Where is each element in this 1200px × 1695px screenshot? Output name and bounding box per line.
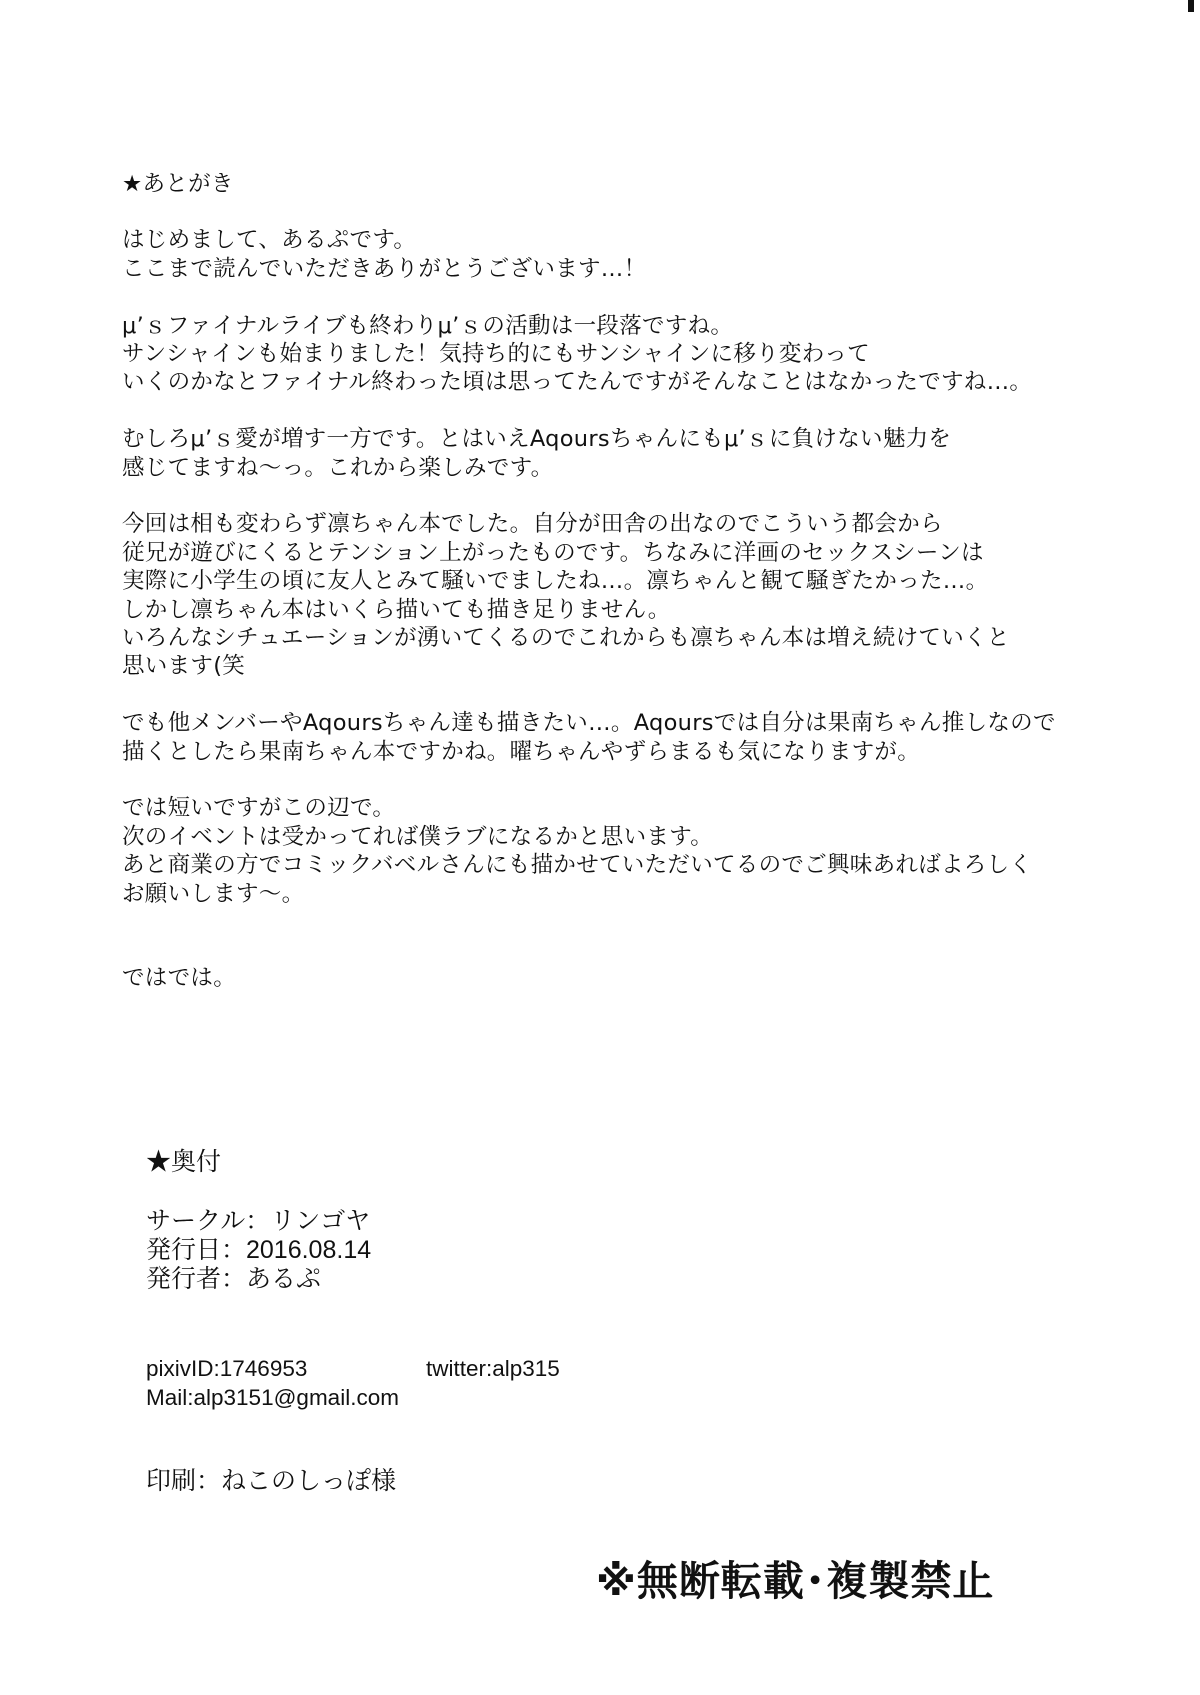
afterword-paragraph xyxy=(122,794,1082,908)
text-line: 思います(笑 xyxy=(122,653,246,680)
text-line: ここまで読んでいただきありがとうございます…！ xyxy=(122,255,647,282)
afterword-closing: ではでは。 xyxy=(122,965,237,992)
text-line: 感じてますね〜っ。これから楽しみです。 xyxy=(122,454,554,481)
copyright-notice: ※無断転載･複製禁止 xyxy=(596,1557,995,1605)
text-line: しかし凛ちゃん本はいくら描いても描き足りません。 xyxy=(122,596,671,623)
text-line: 今回は相も変わらず凛ちゃん本でした。自分が田舎の出なのでこういう都会から xyxy=(122,511,943,538)
printer-credit: 印刷：ねこのしっぽ様 xyxy=(146,1467,397,1495)
text-line: サンシャインも始まりました！気持ち的にもサンシャインに移り変わって xyxy=(122,341,870,368)
text-line: いろんなシチュエーションが湧いてくるのでこれからも凛ちゃん本は増え続けていくと xyxy=(122,625,1010,652)
twitter-handle: twitter:alp315 xyxy=(426,1356,560,1381)
text-line: いくのかなとファイナル終わった頃は思ってたんですがそんなことはなかったですね…。 xyxy=(122,369,1033,396)
text-line: でも他メンバーやAqoursちゃん達も描きたい…。Aqoursでは自分は果南ちゃん推しなので xyxy=(122,710,1056,737)
afterword-paragraph xyxy=(122,425,1082,482)
text-line: 描くとしたら果南ちゃん本ですかね。曜ちゃんやずらまるも気になりますが。 xyxy=(122,738,921,765)
colophon-section xyxy=(146,1148,846,1294)
afterword-heading: ★あとがき xyxy=(122,171,234,197)
colophon-heading: ★奥付 xyxy=(146,1148,222,1176)
text-line: あと商業の方でコミックバベルさんにも描かせていただいてるのでご興味あればよろしく xyxy=(122,852,1033,879)
corner-mark xyxy=(1188,0,1194,12)
text-line: 実際に小学生の頃に友人とみて騒いでましたね…。凛ちゃんと観て騒ぎたかった…。 xyxy=(122,568,989,595)
contacts-section xyxy=(146,1354,560,1412)
pixiv-id: pixivID:1746953 xyxy=(146,1356,308,1381)
text-line: 従兄が遊びにくるとテンション上がったものです。ちなみに洋画のセックスシーンは xyxy=(122,539,984,566)
text-line: では短いですがこの辺で。 xyxy=(122,795,396,822)
publisher-name: 発行者：あるぷ xyxy=(146,1265,322,1293)
afterword-paragraph xyxy=(122,510,1082,680)
afterword-paragraph xyxy=(122,312,1082,397)
mail-address: Mail:alp3151@gmail.com xyxy=(146,1385,399,1410)
afterword-paragraph xyxy=(122,709,1082,766)
text-line: お願いします〜。 xyxy=(122,880,305,907)
publish-date: 発行日：2016.08.14 xyxy=(146,1236,372,1264)
text-line: μ’ｓファイナルライブも終わりμ’ｓの活動は一段落ですね。 xyxy=(122,312,734,339)
afterword-paragraph xyxy=(122,226,1082,283)
text-line: はじめまして、あるぷです。 xyxy=(122,227,417,254)
afterword-section xyxy=(122,170,1082,992)
colophon-info xyxy=(146,1207,846,1294)
text-line: むしろμ’ｓ愛が増す一方です。とはいえAqoursちゃんにもμ’ｓに負けない魅力を xyxy=(122,426,952,453)
text-line: 次のイベントは受かってれば僕ラブになるかと思います。 xyxy=(122,823,714,850)
circle-name: サークル：リンゴヤ xyxy=(146,1207,371,1235)
